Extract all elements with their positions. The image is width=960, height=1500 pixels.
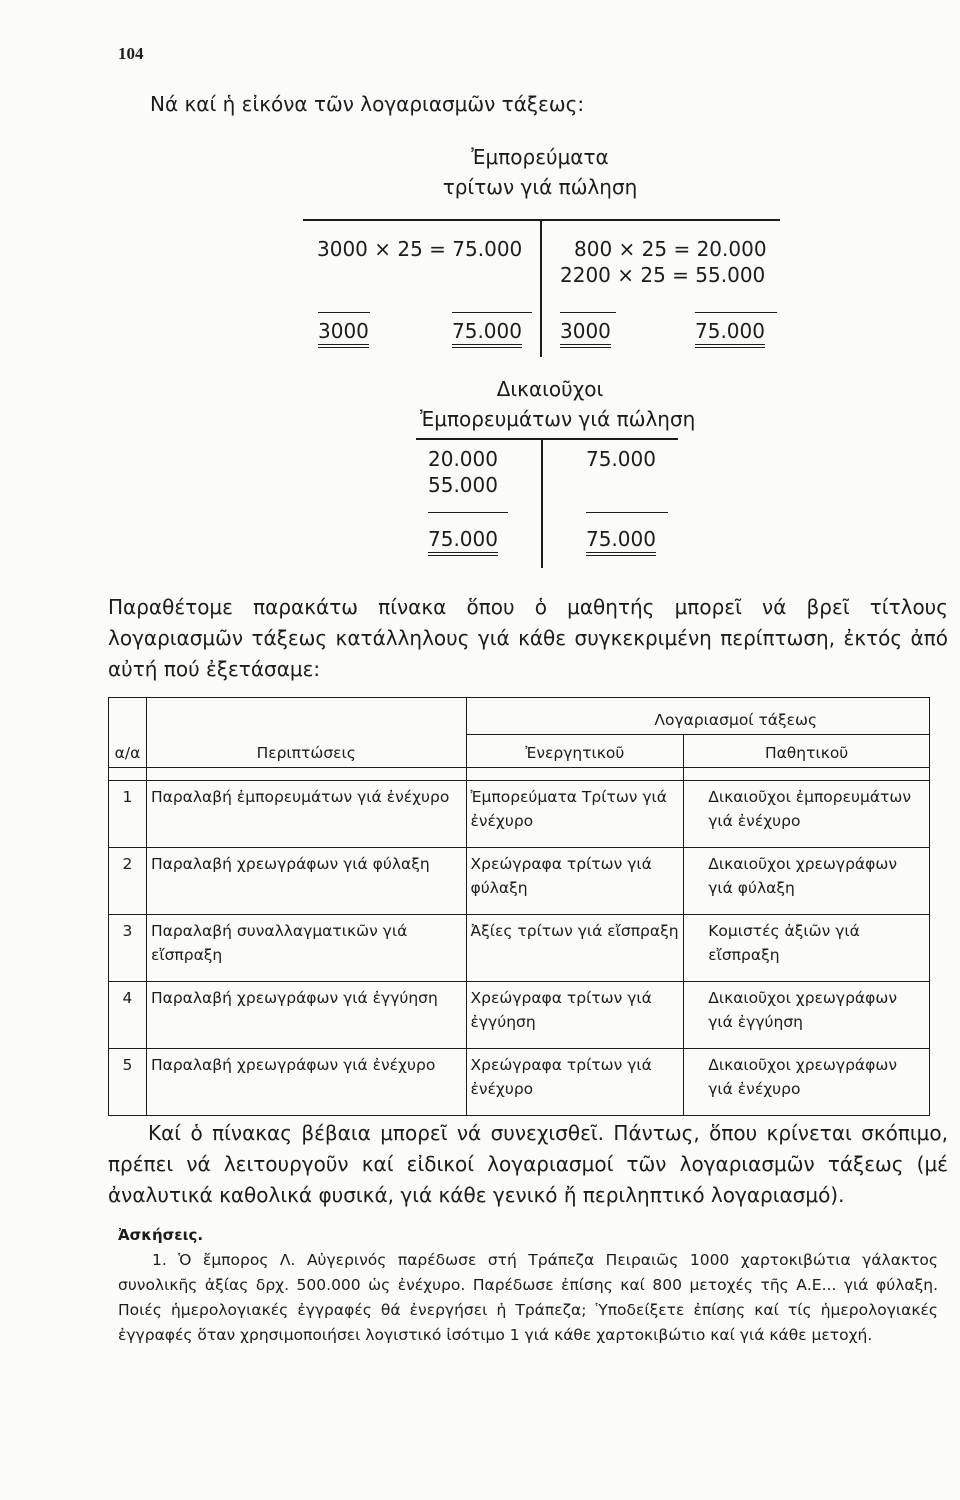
t-account-top-rule	[416, 438, 678, 440]
debit-qty-total: 3000	[318, 319, 369, 348]
t-account-title	[420, 374, 696, 434]
group-header: Λογαριασμοί τάξεως	[466, 698, 930, 735]
t-account-title-line1: Ἐμπορεύματα	[471, 145, 609, 169]
exercise-item: 1. Ὁ ἔμπορος Λ. Αὐγερινός παρέδωσε στή Τράπεζα Πειραιῶς 1000 χαρτοκιβώτια γάλακτος συνολικῆς ἀξίας δρχ. 500.000 ὡς ἐνέχυρο. Παρέδωσε ἐπίσης καί 800 μετοχές τῆς Α.Ε... γιά φύλαξη. Ποιές ἡμερολογιακές ἐγγραφές θά ἐνεργήσει ἡ Τράπεζα; Ὑποδείξετε ἐπίσης καί τίς ἡμερολογιακές ἐγγραφές ὅταν χρησιμοποιήσει λογιστικό ἰσότιμο 1 γιά κάθε χαρτοκιβώτιο καί γιά κάθε μετοχή.	[118, 1251, 938, 1344]
credit-entry: 75.000	[586, 447, 656, 471]
t-account-divider	[540, 219, 542, 357]
row-no: 5	[109, 1049, 147, 1116]
row-credit: Δικαιοῦχοι χρεωγράφων γιά φύλαξη	[684, 848, 930, 915]
t-account-title-line2: Ἐμπορευμάτων γιά πώληση	[420, 407, 696, 431]
row-credit: Δικαιοῦχοι χρεωγράφων γιά ἐνέχυρο	[684, 1049, 930, 1116]
debit-total: 75.000	[428, 527, 498, 556]
sum-rule	[452, 312, 532, 313]
table-row	[109, 848, 930, 915]
table-row	[109, 781, 930, 848]
row-no: 4	[109, 982, 147, 1049]
exercises-heading: Ἀσκήσεις.	[118, 1226, 204, 1244]
table-row	[109, 1049, 930, 1116]
t-account-title	[380, 142, 700, 202]
row-no: 2	[109, 848, 147, 915]
credit-value-total: 75.000	[695, 319, 765, 348]
paragraph-intro-table: Παραθέτομε παρακάτω πίνακα ὅπου ὁ μαθητής μπορεῖ νά βρεῖ τίτλους λογαριασμῶν τάξεως κατάλληλους γιά κάθε συγκεκριμένη περίπτωση, ἐκτός ἀπό αὐτή πού ἐξετάσαμε:	[108, 595, 948, 681]
row-debit: Χρεώγραφα τρίτων γιά φύλαξη	[466, 848, 684, 915]
col-header-credit: Παθητικοῦ	[684, 735, 930, 768]
row-credit: Δικαιοῦχοι ἐμπορευμάτων γιά ἐνέχυρο	[684, 781, 930, 848]
sum-rule	[586, 512, 668, 513]
row-case: Παραλαβή χρεωγράφων γιά φύλαξη	[146, 848, 466, 915]
row-debit: Χρεώγραφα τρίτων γιά ἐνέχυρο	[466, 1049, 684, 1116]
debit-value-total: 75.000	[452, 319, 522, 348]
row-case: Παραλαβή ἐμπορευμάτων γιά ἐνέχυρο	[146, 781, 466, 848]
row-case: Παραλαβή χρεωγράφων γιά ἐνέχυρο	[146, 1049, 466, 1116]
row-credit: Κομιστές ἀξιῶν γιά εἴσπραξη	[684, 915, 930, 982]
col-header-debit: Ἐνεργητικοῦ	[466, 735, 684, 768]
debit-entry: 3000 × 25 = 75.000	[317, 237, 523, 261]
row-credit: Δικαιοῦχοι χρεωγράφων γιά ἐγγύηση	[684, 982, 930, 1049]
col-header-case: Περιπτώσεις	[146, 698, 466, 768]
t-account-title-line2: τρίτων γιά πώληση	[442, 175, 638, 199]
table-row	[109, 982, 930, 1049]
credit-total: 75.000	[586, 527, 656, 556]
debit-entry: 55.000	[428, 473, 498, 497]
order-accounts-table	[108, 697, 930, 1116]
intro-text: Νά καί ἡ εἰκόνα τῶν λογαριασμῶν τάξεως:	[150, 92, 585, 116]
sum-rule	[318, 312, 370, 313]
credit-entry: 800 × 25 = 20.000	[574, 237, 767, 261]
sum-rule	[695, 312, 777, 313]
row-debit: Ἀξίες τρίτων γιά εἴσπραξη	[466, 915, 684, 982]
row-no: 1	[109, 781, 147, 848]
page-number: 104	[118, 44, 144, 63]
t-account-title-line1: Δικαιοῦχοι	[496, 377, 604, 401]
paragraph-conclusion: Καί ὁ πίνακας βέβαια μπορεῖ νά συνεχισθεῖ. Πάντως, ὅπου κρίνεται σκόπιμο, πρέπει νά λειτουργοῦν καί εἰδικοί λογαριασμοί τῶν λογαριασμῶν τάξεως (μέ ἀναλυτικά καθολικά φυσικά, γιά κάθε γενικό ἤ περιληπτικό λογαριασμό).	[108, 1121, 948, 1207]
col-header-no: α/α	[109, 698, 147, 768]
row-no: 3	[109, 915, 147, 982]
sum-rule	[428, 512, 508, 513]
credit-qty-total: 3000	[560, 319, 611, 348]
table-row	[109, 915, 930, 982]
debit-entry: 20.000	[428, 447, 498, 471]
t-account-divider	[541, 438, 543, 568]
row-case: Παραλαβή χρεωγράφων γιά ἐγγύηση	[146, 982, 466, 1049]
sum-rule	[560, 312, 616, 313]
row-debit: Ἐμπορεύματα Τρίτων γιά ἐνέχυρο	[466, 781, 684, 848]
row-debit: Χρεώγραφα τρίτων γιά ἐγγύηση	[466, 982, 684, 1049]
credit-entry: 2200 × 25 = 55.000	[560, 263, 766, 287]
row-case: Παραλαβή συναλλαγματικῶν γιά εἴσπραξη	[146, 915, 466, 982]
